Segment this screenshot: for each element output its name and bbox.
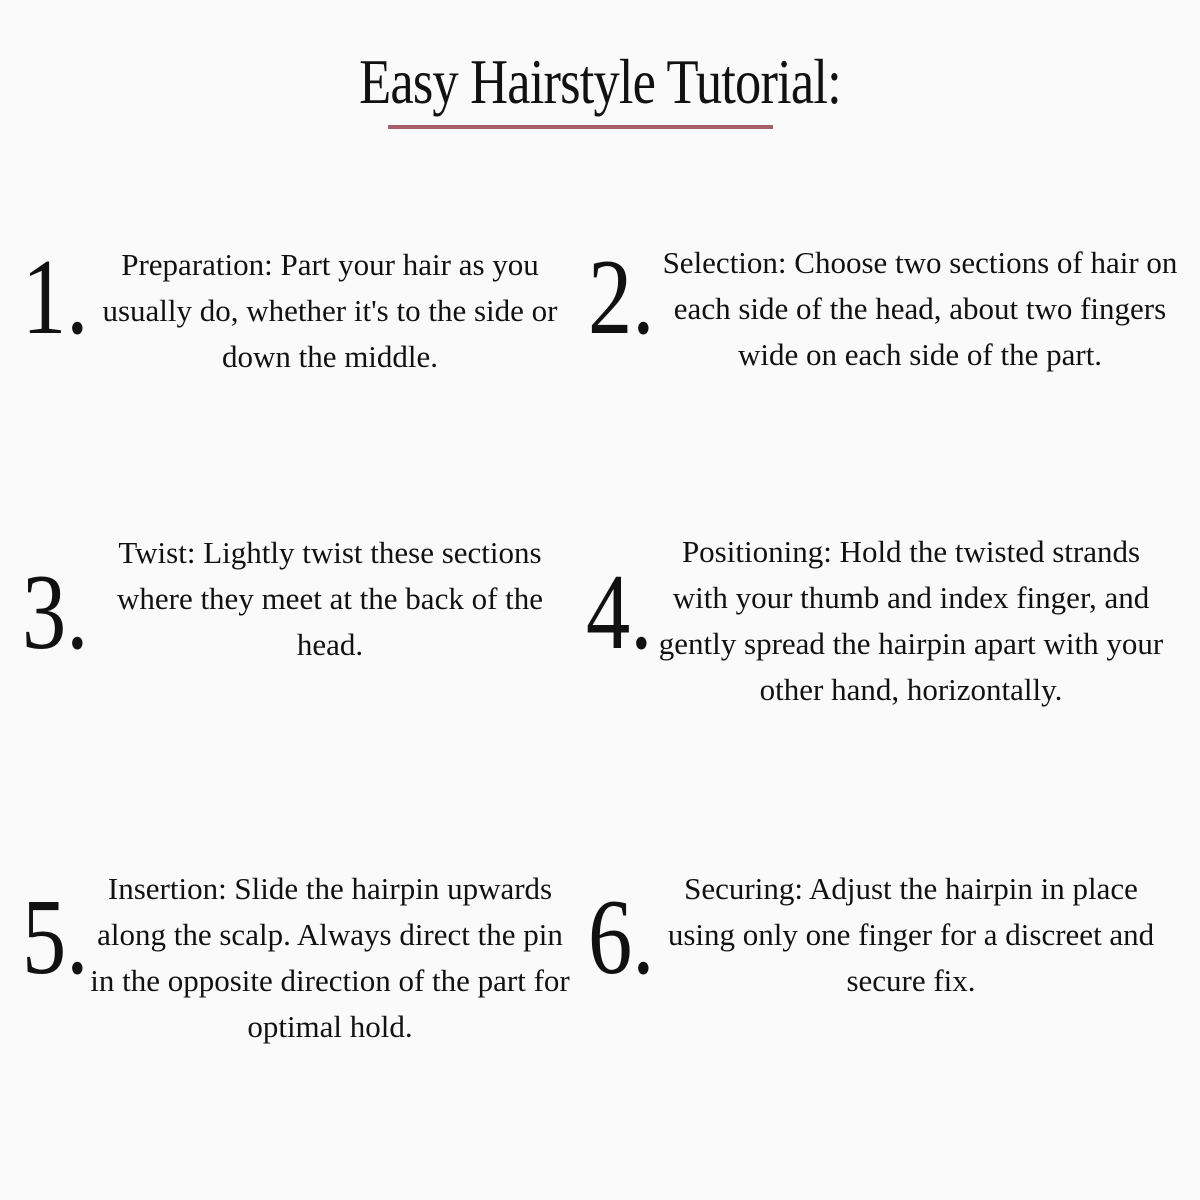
step-3-number: 3.	[22, 553, 89, 672]
step-3-text: Twist: Lightly twist these sections where they meet at the back of the head.	[116, 535, 544, 662]
step-6-text: Securing: Adjust the hairpin in place using only one finger for a discreet and secure fix.	[667, 871, 1155, 998]
step-5-number: 5.	[22, 878, 89, 997]
step-1-number: 1.	[22, 238, 89, 357]
step-2-number: 2.	[588, 238, 655, 357]
step-5-text: Insertion: Slide the hairpin upwards along the scalp. Always direct the pin in the opposite direction of the part for optimal hold.	[90, 871, 570, 1044]
step-4-text: Positioning: Hold the twisted strands with your thumb and index finger, and gently spread the hairpin apart with your other hand, horizontally.	[658, 534, 1164, 707]
step-2-text: Selection: Choose two sections of hair on each side of the head, about two fingers wide on each side of the part.	[662, 245, 1178, 372]
step-4-number: 4.	[586, 553, 653, 672]
page-title: Easy Hairstyle Tutorial:	[359, 46, 841, 117]
step-6-number: 6.	[588, 878, 655, 997]
step-1-text: Preparation: Part your hair as you usually do, whether it's to the side or down the middle.	[102, 247, 558, 374]
title-underline	[388, 125, 773, 129]
